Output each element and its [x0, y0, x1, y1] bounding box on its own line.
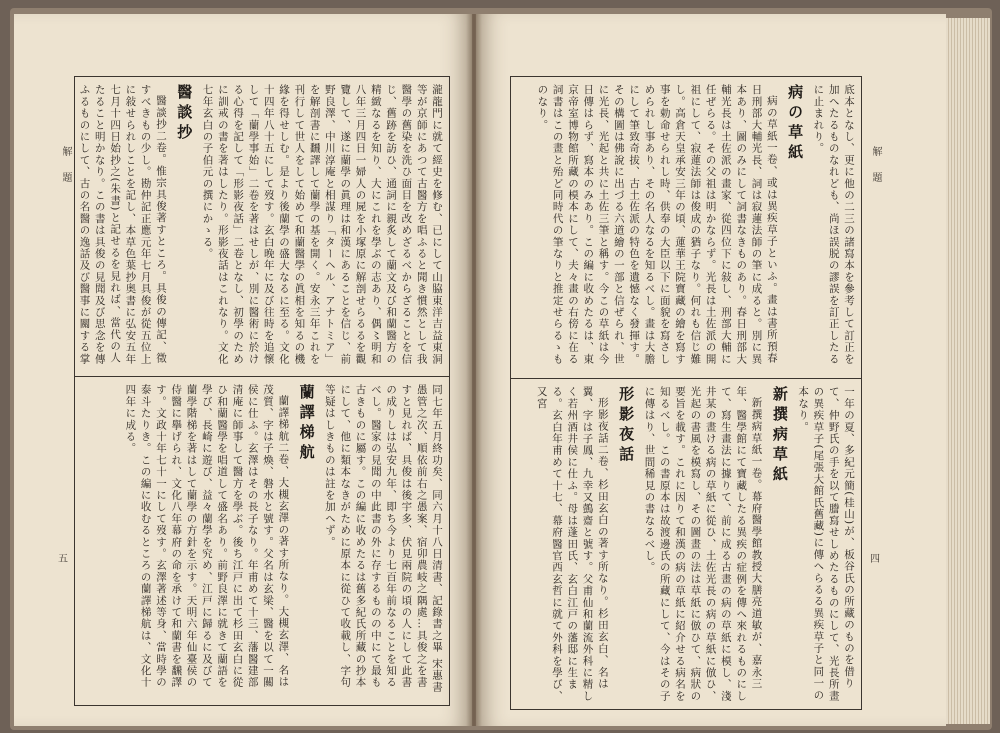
section-title-keiei-yawa: 形影夜話: [617, 386, 636, 466]
right-bottom-body2: 形影夜話二卷、杉田玄白の著す所なり。杉田玄白、名は翼、字は子鳳、九幸又鷧齋と號す。父甫仙和蘭流外科に精しく若州酒井侯に仕ふ。母は蓬田氏、玄白江戸の藩邸に生まる。玄白年甫めて十七、幕府醫官西玄哲に就て外科を學び、又宮: [535, 386, 609, 702]
book-gutter: [466, 14, 482, 726]
right-page: [476, 14, 946, 726]
left-bottom-intro: 同七年五月終功矣、同六月十八日清書、記錄書之畢 宋惠書 愚管之次、順依前右之愚案、宿卯農岐之隅處…具俊之を書すと見れば、具俊は後宇多、伏見兩院の頃の人にして此書の成りしは弘安九年、即ち今より七百年前なることを知るべし。醫家の見聞の中此書の外に存するものの中にて最も古きものに屬す。この編に收めたるは舊多紀氏所藏の抄本にして、他に類本なきがために原本に從ひて收載し、字句等疑はしきものは註を加へず。: [323, 384, 443, 693]
left-bottom-section: [78, 384, 444, 698]
right-page-number: 四: [870, 554, 880, 565]
left-top-intro: 瀧龍門に就て經史を修む、已にして山脇東洋吉益東洞等が京師にあつて古醫方を唱ふると聞き慣然として我醫學の舊染を洗ひ面目を改めざるべからざることを信じ、舊跡を訪ひ、通詞に親炙して蘭文及び和蘭醫方の精緻なるを知り、大にこれを學ぶの志あり、偶〻明和八年三月四日一婦人の屍を小塚原に解剖せらるるを觀覽して、遂に蘭學の眞理は和漢にあることを信じ、前野良澤、中川淳庵と相謀り「ターヘル、アナトミア」を解剖書に飜譯して蘭學の基を開く。安永三年これを刊行して世人をして始めて和蘭醫學の眞相を知るの機緣を得せしむ。是より後蘭學の盛大なるに至る。文化十四年八十五にして歿す。玄白晚年に及び往時を追懷して「蘭學事始」二卷を著はせしが、別に醫術に於ける心得を記して「形影夜話」二卷となし、初學のために訓戒の書を著はしたり。形影夜話はこれなり。文化七年玄白の子伯元の撰にかゝる。: [201, 84, 443, 365]
right-top-section: [514, 84, 856, 372]
section-title-idansho: 醫談抄: [175, 84, 194, 144]
left-top-body: 醫談抄二卷。惟宗具俊著すところ。具俊の傳記、徵すべきもの少し。勘仲記正應元年七月具俊が從五位上に敍せられしことを記し、本草色葉抄奥書に弘安五年七月十四日始抄之(朱書)と記せるを見れば、當代の人たること明かなり。この書は具俊の見聞及び思念を傳ふるものにして、古の名醫の逸話及び醫事に關する掌: [78, 84, 167, 365]
page-edges: [946, 18, 990, 724]
right-top-intro: 底本となし、更に他の二三の諸寫本を參考して訂正を加へたるものなれども、尚ほ誤脱の謬誤を訂正したるに止まれり。: [812, 84, 855, 365]
section-title-yamai-no-soshi: 病の草紙: [786, 84, 805, 164]
left-section-rule: [74, 376, 450, 377]
left-page: [14, 14, 472, 726]
right-section-rule: [510, 378, 862, 379]
left-running-head: 解 題: [60, 146, 71, 185]
right-bottom-body1: 新撰病草紙一卷。幕府醫學館教授大膳亮道敏が、嘉永三年、醫學館にて寶藏したる異疾の症例を傳へ來れるものにして、寫生畫法に據りて、前に成る古畫の病の草紙に模し、淺井某の畫ける病の草紙に從ひ、土佐光長の病の草紙に倣ひ、光起の書風を模寫し、その圖畫の法は草紙に倣ひて、病狀の要旨を載す。これに因りて和漢の病の草紙に紹介せる病名を知るべし。この書原本は故渡邊氏の所藏にして、今はその子に傳はり、世間稀見の書なるべし。: [643, 386, 763, 702]
section-title-shinsen-yamai-zoshi: 新撰病草紙: [770, 386, 789, 486]
left-page-number: 五: [58, 554, 68, 565]
right-running-head: 解 題: [870, 146, 881, 185]
left-top-section: [78, 84, 444, 370]
right-top-body: 病の草紙一卷、或は異疾草子といふ。畫は書所預春日刑部大輔光長、詞は寂蓮法師の筆に成ると。別に異本あり、圖のみにして詞書なきものあり。春日刑部大輔光長は土佐派の畫家、從四位下に敍し、刑部大輔に任ぜらる。その父祖は明かならず。光長は土佐派の開祖にして、寂蓮法師は俊成の猶子なり。何れも信じ難し。高倉天皇承安三年の頃、蓮華王院寶藏の繪を寫す事を勅命せられし時、供奉の大臣以下に面貌を寫さしめられし事あり、その名人なるを知るべし。畫は大膽にして筆致奇拔、古土佐派の特色を遺憾なく發揮す。その構圖は佛說に出づる六道繪の一部と信ぜられ、世に光長、光起と共に土佐三筆と稱す。今この草紙は今日傳はらず、寫本のみあり。この編に收めたるは、東京帝室博物館所藏の模本にして、夫々畫の右傍に在る詞書はこの畫と殆ど同時代の筆なりと推定せらるゝものなり。: [536, 84, 778, 365]
left-bottom-body: 蘭譯梯航二卷、大槻玄澤の著す所なり。大槻玄澤、名は茂質、字は子煥、磐水と號す。父名は玄梁、醫を以て一關侯に仕ふ。玄澤はその長子なり。年甫めて十三、藩醫建部清庵に師事して醫方を學ぶ。後ち江戸に出て杉田玄白に從ひ和蘭醫學を唱道して盛名あり。前野良澤に就きて蘭語を學び、長崎に遊び、益々蘭學を究め、江戸に歸るに及びて蘭學階梯を著はして蘭學の方針を示す。天明六年仙臺侯の侍醫に擧げられ、文化八年幕府の命を承けて和蘭書を飜譯す。文政十年七十一にして歿す。玄澤著述等身、當時學の泰斗たりき。この編に收むるところの蘭譯梯航は、文化十四年に成る。: [124, 384, 290, 689]
section-title-ranyaku-teiko: 蘭譯梯航: [297, 384, 316, 464]
right-bottom-intro: 一年の夏、多紀元簡(桂山)が、板谷氏の所藏のものを借りて、仲野氏の手を以て謄寫せしめたるものにして、光長所畫の異疾草子(尾張大館氏舊藏)に傳へらるる異疾草子と同一の本なり。: [797, 386, 855, 702]
right-bottom-section: [514, 386, 856, 702]
